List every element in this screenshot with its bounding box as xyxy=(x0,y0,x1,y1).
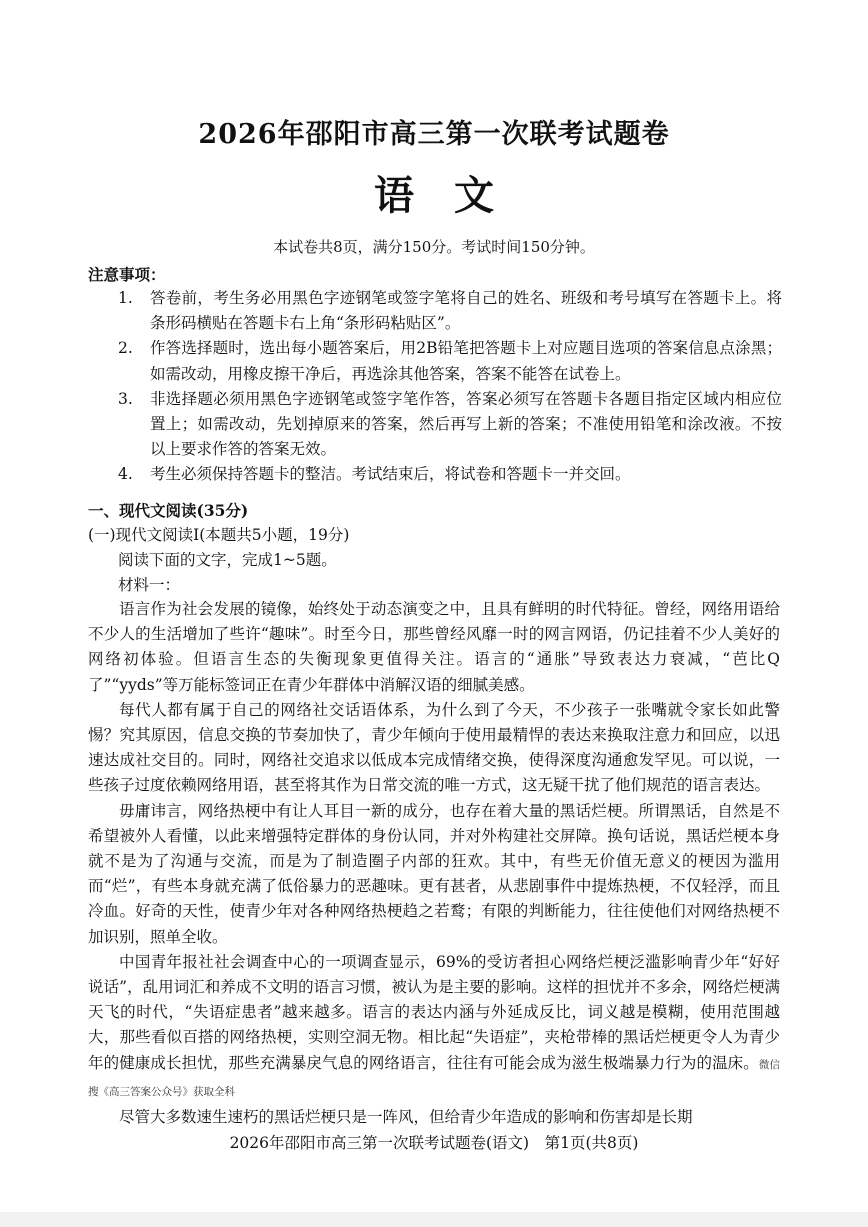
note-item xyxy=(118,462,782,487)
subject-title: 语文 xyxy=(374,172,534,219)
note-item xyxy=(118,286,782,336)
exam-title: 2026年邵阳市高三第一次联考试题卷 xyxy=(198,119,670,150)
note-text: 答卷前，考生务必用黑色字迹钢笔或签字笔将自己的姓名、班级和考号填写在答题卡上。将条形码横贴在答题卡右上角“条形码粘贴区”。 xyxy=(150,289,782,333)
note-text: 非选择题必须用黑色字迹钢笔或签字笔作答，答案必须写在答题卡各题目指定区域内相应位置上；如需改动，先划掉原来的答案，然后再写上新的答案；不准使用铅笔和涂改液。不按以上要求作答的答案无效。 xyxy=(150,389,782,459)
bottom-strip xyxy=(0,1212,868,1227)
reading-passage xyxy=(88,597,780,1130)
note-number: 1. xyxy=(118,289,133,307)
exam-info: 本试卷共8页，满分150分。考试时间150分钟。 xyxy=(273,238,595,256)
note-number: 4. xyxy=(118,465,133,484)
reading-instruction: 阅读下面的文字，完成1~5题。 xyxy=(118,551,337,569)
sub-heading: (一)现代文阅读Ⅰ(本题共5小题，19分) xyxy=(88,526,350,544)
note-number: 3. xyxy=(118,389,133,408)
passage-paragraph xyxy=(88,950,780,1105)
notes-list xyxy=(118,286,782,488)
note-text: 考生必须保持答题卡的整洁。考试结束后，将试卷和答题卡一并交回。 xyxy=(150,465,631,484)
notes-heading: 注意事项： xyxy=(88,265,166,284)
passage-paragraph-text: 中国青年报社社会调查中心的一项调查显示，69%的受访者担心网络烂梗泛滥影响青少年“好好说话”，乱用词汇和养成不文明的语言习惯，被认为是主要的影响。这样的担忧并不多余，网络烂梗满天飞的时代，“失语症患者”越来越多。语言的表达内涵与外延成反比，词义越是模糊，使用范围越大，那些看似百搭的网络热梗，实则空洞无物。相比起“失语症”，夹枪带棒的黑话烂梗更令人为青少年的健康成长担忧，那些充满暴戾气息的网络语言，往往有可能会成为滋生极端暴力行为的温床。 xyxy=(88,952,780,1072)
watermark-text: 微信搜《高三答案公众号》获取全科 xyxy=(88,1058,780,1098)
note-number: 2. xyxy=(118,339,133,358)
note-text: 作答选择题时，选出每小题答案后，用2B铅笔把答题卡上对应题目选项的答案信息点涂黑；如需改动，用橡皮擦干净后，再选涂其他答案，答案不能答在试卷上。 xyxy=(150,339,782,383)
section-heading: 一、现代文阅读(35分) xyxy=(88,501,249,520)
page-footer: 2026年邵阳市高三第一次联考试题卷(语文) 第1页(共8页) xyxy=(229,1134,639,1152)
note-item xyxy=(118,387,782,463)
passage-paragraph: 毋庸讳言，网络热梗中有让人耳目一新的成分，也存在着大量的黑话烂梗。所谓黑话，自然是不希望被外人看懂，以此来增强特定群体的身份认同，并对外构建社交屏障。换句话说，黑话烂梗本身就不是为了沟通与交流，而是为了制造圈子内部的狂欢。其中，有些无价值无意义的梗因为滥用而“烂”，有些本身就充满了低俗暴力的恶趣味。更有甚者，从悲剧事件中提炼热梗，不仅轻浮，而且冷血。好奇的天性，使青少年对各种网络热梗趋之若鹜；有限的判断能力，往往使他们对网络热梗不加识别，照单全收。 xyxy=(88,801,780,946)
passage-paragraph: 语言作为社会发展的镜像，始终处于动态演变之中，且具有鲜明的时代特征。曾经，网络用语给不少人的生活增加了些许“趣味”。时至今日，那些曾经风靡一时的网言网语，仍记挂着不少人美好的网络初体验。但语言生态的失衡现象更值得关注。语言的“通胀”导致表达力衰减，“芭比Q了”“yyds”等万能标签词正在青少年群体中消解汉语的细腻美感。 xyxy=(88,600,780,694)
passage-paragraph: 尽管大多数速生速朽的黑话烂梗只是一阵风，但给青少年造成的影响和伤害却是长期 xyxy=(119,1108,693,1127)
note-item xyxy=(118,336,782,386)
passage-paragraph: 每代人都有属于自己的网络社交话语体系，为什么到了今天，不少孩子一张嘴就令家长如此警惕？究其原因，信息交换的节奏加快了，青少年倾向于使用最精悍的表达来换取注意力和回应，以迅速达成社交目的。同时，网络社交追求以低成本完成情绪交换，使得深度沟通愈发罕见。可以说，一些孩子过度依赖网络用语，甚至将其作为日常交流的唯一方式，这无疑干扰了他们规范的语言表达。 xyxy=(88,700,780,795)
material-label: 材料一： xyxy=(118,576,181,594)
